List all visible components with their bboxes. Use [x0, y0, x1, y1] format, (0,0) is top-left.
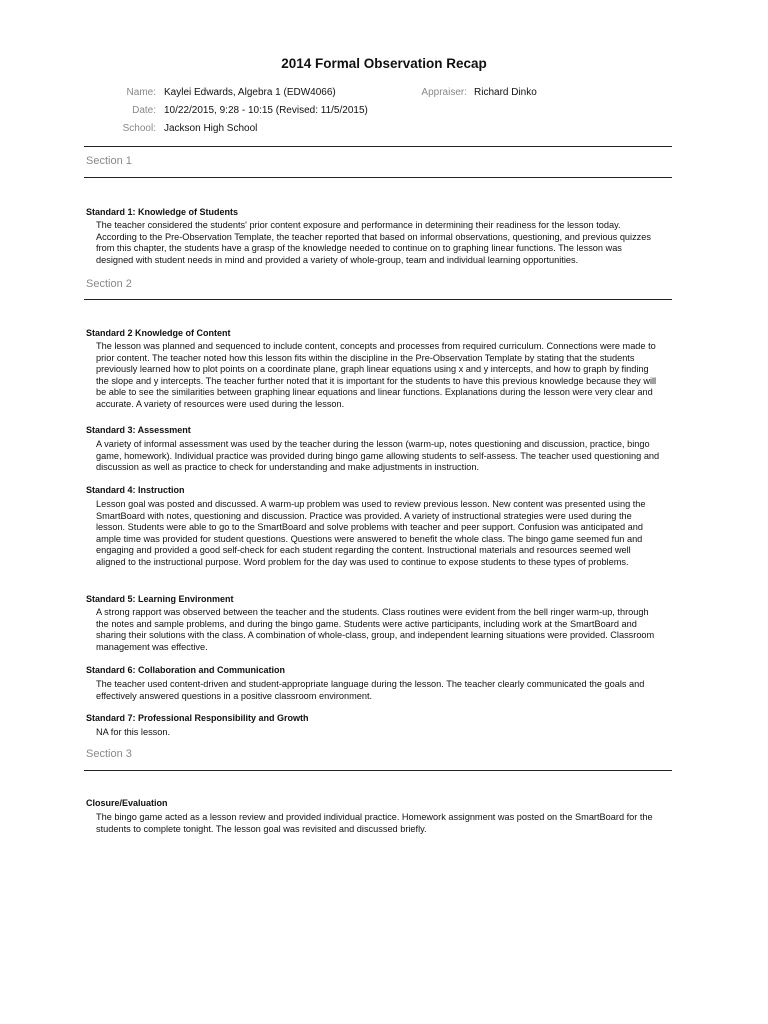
standard-3-text: A variety of informal assessment was used by the teacher during the lesson (warm-up, notes questioning and discussion, practice, bingo game, homework). Individual practice was provided during bingo game allowing students to self-assess. The teacher used questioning and discussion as well as practice to check for understanding and make adjustments in instruction. — [96, 439, 660, 473]
standard-3-title: Standard 3: Assessment — [86, 425, 191, 435]
standard-6-text: The teacher used content-driven and student-appropriate language during the lesson. The teacher clearly communicated the goals and effectively answered questions in a positive classroom environment. — [96, 679, 645, 701]
section-1-title: Section 1 — [86, 155, 132, 167]
standard-5-text: A strong rapport was observed between the teacher and the students. Class routines were evident from the bell ringer warm-up, through the notes and sample problems, and during the bingo game. Students were active participants, including work at the SmartBoard and sharing their solutions with the class. A combination of whole-class, group, and independent learning situations were provided. Classroom management was effective. — [96, 607, 655, 652]
section-1-bottom-rule — [84, 177, 672, 178]
standard-6-title: Standard 6: Collaboration and Communication — [86, 665, 286, 675]
section-2-bottom-rule — [84, 299, 672, 300]
standard-2-text: The lesson was planned and sequenced to include content, concepts and processes from required curriculum. Connections were made to prior content. The teacher noted how this lesson fits within the discipline in the Pre-Observation Template by stating that the students previously learned how to plot points on a coordinate plane, graph linear equations using x and y intercepts, and how to graph by finding the slope and y intercepts. The teacher further noted that it is important for the students to have this previous knowledge because they will be able to see the similarities between graphing linear equations and linear functions. Explanations during the lesson were very clear and accurate. A variety of resources were used during the lesson. — [96, 341, 657, 409]
section-1-top-rule — [84, 146, 672, 147]
standard-4-title: Standard 4: Instruction — [86, 485, 185, 495]
closure-title: Closure/Evaluation — [86, 798, 168, 808]
school-row — [0, 123, 768, 135]
date-row — [0, 105, 768, 117]
document-title: 2014 Formal Observation Recap — [281, 56, 487, 71]
section-3-bottom-rule — [84, 770, 672, 771]
date-value: 10/22/2015, 9:28 - 10:15 (Revised: 11/5/2015) — [164, 105, 368, 116]
standard-5-title: Standard 5: Learning Environment — [86, 594, 234, 604]
standard-4-text: Lesson goal was posted and discussed. A warm-up problem was used to review previous lesson. New content was presented using the SmartBoard with notes, questioning and discussion. Practice was provided. A variety of instructional strategies were used during the lesson. Students were able to go to the SmartBoard and solve problems with teacher and peer support. Confusion was anticipated and ample time was provided for student questions. Questions were answered to benefit the whole class. The bingo game seemed fun and engaging and provided a good self-check for each student regarding the content. Instructional materials and resources seemed well aligned to the instructional purpose. Word problem for the day was used to continue to expose students to these types of problems. — [96, 499, 646, 567]
standard-7-title: Standard 7: Professional Responsibility and Growth — [86, 713, 309, 723]
standard-1-text: The teacher considered the students' prior content exposure and performance in determining their readiness for the lesson today. According to the Pre-Observation Template, the teacher reported that based on informal observations, questioning, and previous quizzes from this chapter, the students have a grasp of the knowledge needed to continue on to graphing linear functions. The lesson was designed with student needs in mind and provided a variety of whole-group, team and individual learning opportunities. — [96, 220, 651, 265]
name-value: Kaylei Edwards, Algebra 1 (EDW4066) — [164, 87, 336, 98]
standard-2-title: Standard 2 Knowledge of Content — [86, 328, 231, 338]
standard-1-title: Standard 1: Knowledge of Students — [86, 207, 239, 217]
appraiser-label: Appraiser: — [421, 87, 467, 98]
name-row — [0, 87, 768, 99]
date-label: Date: — [132, 105, 156, 116]
school-value: Jackson High School — [164, 123, 258, 134]
standard-7-text: NA for this lesson. — [96, 727, 171, 737]
section-3-title: Section 3 — [86, 748, 132, 760]
name-label: Name: — [126, 87, 156, 98]
appraiser-value: Richard Dinko — [474, 87, 537, 98]
school-label: School: — [122, 123, 156, 134]
section-2-title: Section 2 — [86, 278, 132, 290]
closure-text: The bingo game acted as a lesson review and provided individual practice. Homework assignment was posted on the SmartBoard for the students to complete tonight. The lesson goal was revisited and discussed briefly. — [96, 812, 653, 834]
